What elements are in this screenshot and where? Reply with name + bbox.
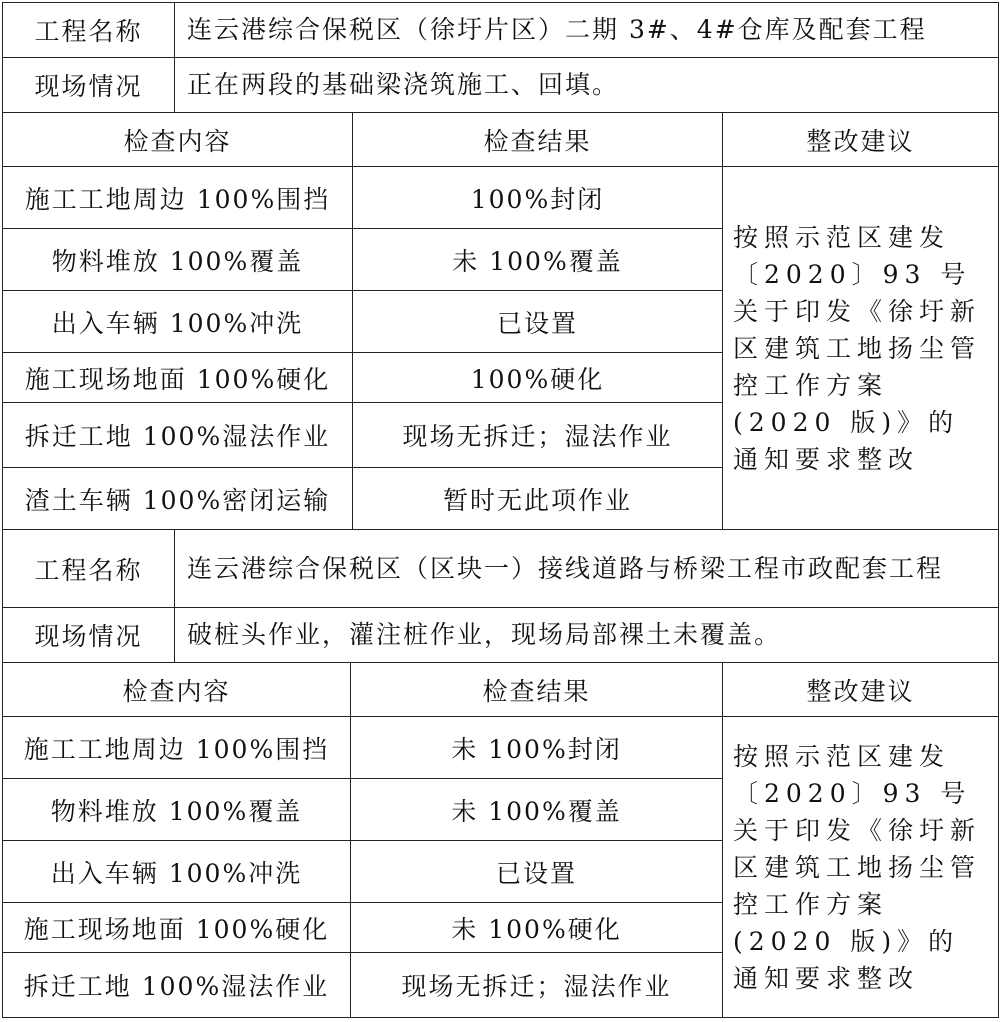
site-status-row xyxy=(3,58,999,113)
check-item: 出入车辆 100%冲洗 xyxy=(3,291,353,353)
check-item: 施工现场地面 100%硬化 xyxy=(3,903,351,953)
site-status-label: 现场情况 xyxy=(3,58,175,113)
check-result: 现场无拆迁；湿法作业 xyxy=(351,953,723,1018)
site-status-value: 正在两段的基础梁浇筑施工、回填。 xyxy=(175,58,999,113)
project-name-label: 工程名称 xyxy=(3,530,175,608)
check-item: 施工工地周边 100%围挡 xyxy=(3,717,351,779)
header-advice: 整改建议 xyxy=(723,663,999,717)
project-name-row xyxy=(3,3,999,58)
inspection-table-1 xyxy=(2,112,999,530)
project-name-row xyxy=(3,530,999,608)
check-result: 未 100%硬化 xyxy=(351,903,723,953)
header-check-result: 检查结果 xyxy=(351,663,723,717)
check-item: 物料堆放 100%覆盖 xyxy=(3,229,353,291)
check-result: 100%硬化 xyxy=(353,353,723,403)
project-name-value: 连云港综合保税区（徐圩片区）二期 3#、4#仓库及配套工程 xyxy=(175,3,999,58)
check-result: 未 100%封闭 xyxy=(351,717,723,779)
inspection-table-2 xyxy=(2,662,999,1018)
check-result: 暂时无此项作业 xyxy=(353,468,723,530)
site-status-row xyxy=(3,608,999,663)
site-status-value: 破桩头作业，灌注桩作业，现场局部裸土未覆盖。 xyxy=(175,608,999,663)
table-row xyxy=(3,717,999,779)
header-check-item: 检查内容 xyxy=(3,113,353,167)
check-result: 100%封闭 xyxy=(353,167,723,229)
check-result: 已设置 xyxy=(351,841,723,903)
check-result: 已设置 xyxy=(353,291,723,353)
check-item: 物料堆放 100%覆盖 xyxy=(3,779,351,841)
check-item: 出入车辆 100%冲洗 xyxy=(3,841,351,903)
header-row xyxy=(3,113,999,167)
check-item: 施工现场地面 100%硬化 xyxy=(3,353,353,403)
check-item: 渣土车辆 100%密闭运输 xyxy=(3,468,353,530)
header-check-result: 检查结果 xyxy=(353,113,723,167)
project-info-table-2 xyxy=(2,529,999,663)
header-row xyxy=(3,663,999,717)
check-result: 未 100%覆盖 xyxy=(353,229,723,291)
advice-text: 按照示范区建发〔2020〕93 号关于印发《徐圩新区建筑工地扬尘管控工作方案(2020 版)》的通知要求整改 xyxy=(723,167,999,530)
check-result: 现场无拆迁；湿法作业 xyxy=(353,403,723,468)
header-advice: 整改建议 xyxy=(723,113,999,167)
header-check-item: 检查内容 xyxy=(3,663,351,717)
check-item: 拆迁工地 100%湿法作业 xyxy=(3,953,351,1018)
project-info-table-1 xyxy=(2,2,999,113)
site-status-label: 现场情况 xyxy=(3,608,175,663)
check-item: 拆迁工地 100%湿法作业 xyxy=(3,403,353,468)
project-name-value: 连云港综合保税区（区块一）接线道路与桥梁工程市政配套工程 xyxy=(175,530,999,608)
check-result: 未 100%覆盖 xyxy=(351,779,723,841)
advice-text: 按照示范区建发〔2020〕93 号关于印发《徐圩新区建筑工地扬尘管控工作方案(2020 版)》的通知要求整改 xyxy=(723,717,999,1018)
check-item: 施工工地周边 100%围挡 xyxy=(3,167,353,229)
project-name-label: 工程名称 xyxy=(3,3,175,58)
table-row xyxy=(3,167,999,229)
